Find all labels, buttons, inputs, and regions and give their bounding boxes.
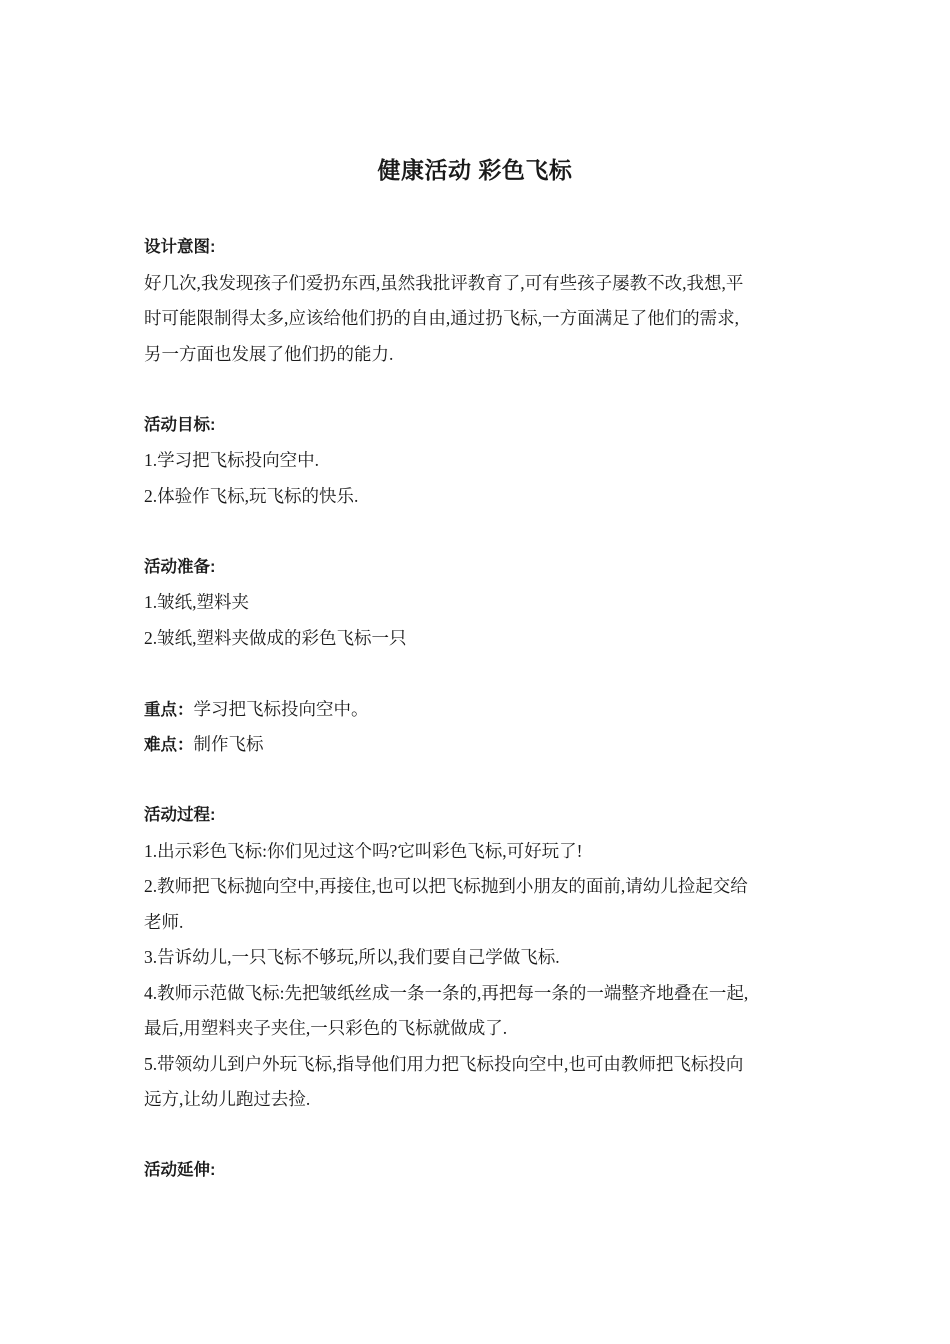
list-item: 2.体验作飞标,玩飞标的快乐.	[144, 485, 359, 506]
document-body	[144, 230, 808, 1189]
difficulty-label: 难点：	[144, 736, 194, 754]
paragraph-line: 1.出示彩色飞标:你们见过这个吗?它叫彩色飞标,可好玩了!	[144, 840, 583, 861]
paragraph-line: 5.带领幼儿到户外玩飞标,指导他们用力把飞标投向空中,也可由教师把飞标投向	[144, 1053, 744, 1074]
spacer	[144, 656, 808, 692]
paragraph-line: 时可能限制得太多,应该给他们扔的自由,通过扔飞标,一方面满足了他们的需求,	[144, 308, 739, 328]
section-heading-design-intent: 设计意图:	[144, 238, 216, 256]
list-item: 2.皱纸,塑料夹做成的彩色飞标一只	[144, 627, 407, 648]
spacer	[144, 514, 808, 550]
spacer	[144, 372, 808, 408]
paragraph-line: 好几次,我发现孩子们爱扔东西,虽然我批评教育了,可有些孩子屡教不改,我想,平	[144, 272, 744, 293]
list-item: 1.皱纸,塑料夹	[144, 592, 249, 612]
paragraph-line: 另一方面也发展了他们扔的能力.	[144, 343, 394, 364]
section-heading-process: 活动过程:	[144, 806, 216, 824]
paragraph-line: 最后,用塑料夹子夹住,一只彩色的飞标就做成了.	[144, 1018, 508, 1038]
document-title: 健康活动 彩色飞标	[377, 157, 573, 183]
section-heading-extension: 活动延伸:	[144, 1161, 216, 1179]
section-heading-goals: 活动目标:	[144, 415, 216, 434]
spacer	[144, 1118, 808, 1154]
key-point-row	[144, 692, 808, 728]
section-heading-preparation: 活动准备:	[144, 557, 216, 576]
paragraph-line: 2.教师把飞标抛向空中,再接住,也可以把飞标抛到小朋友的面前,请幼儿捡起交给	[144, 876, 748, 896]
difficulty-row	[144, 727, 808, 763]
paragraph-line: 3.告诉幼儿,一只飞标不够玩,所以,我们要自己学做飞标.	[144, 947, 560, 967]
paragraph-line: 4.教师示范做飞标:先把皱纸丝成一条一条的,再把每一条的一端整齐地叠在一起,	[144, 982, 749, 1003]
list-item: 1.学习把飞标投向空中.	[144, 450, 319, 470]
key-point-label: 重点：	[144, 700, 194, 719]
spacer	[144, 763, 808, 799]
paragraph-line: 远方,让幼儿跑过去捡.	[144, 1089, 311, 1109]
difficulty-text: 制作飞标	[193, 734, 264, 754]
key-point-text: 学习把飞标投向空中。	[193, 698, 369, 719]
paragraph-line: 老师.	[144, 911, 184, 932]
